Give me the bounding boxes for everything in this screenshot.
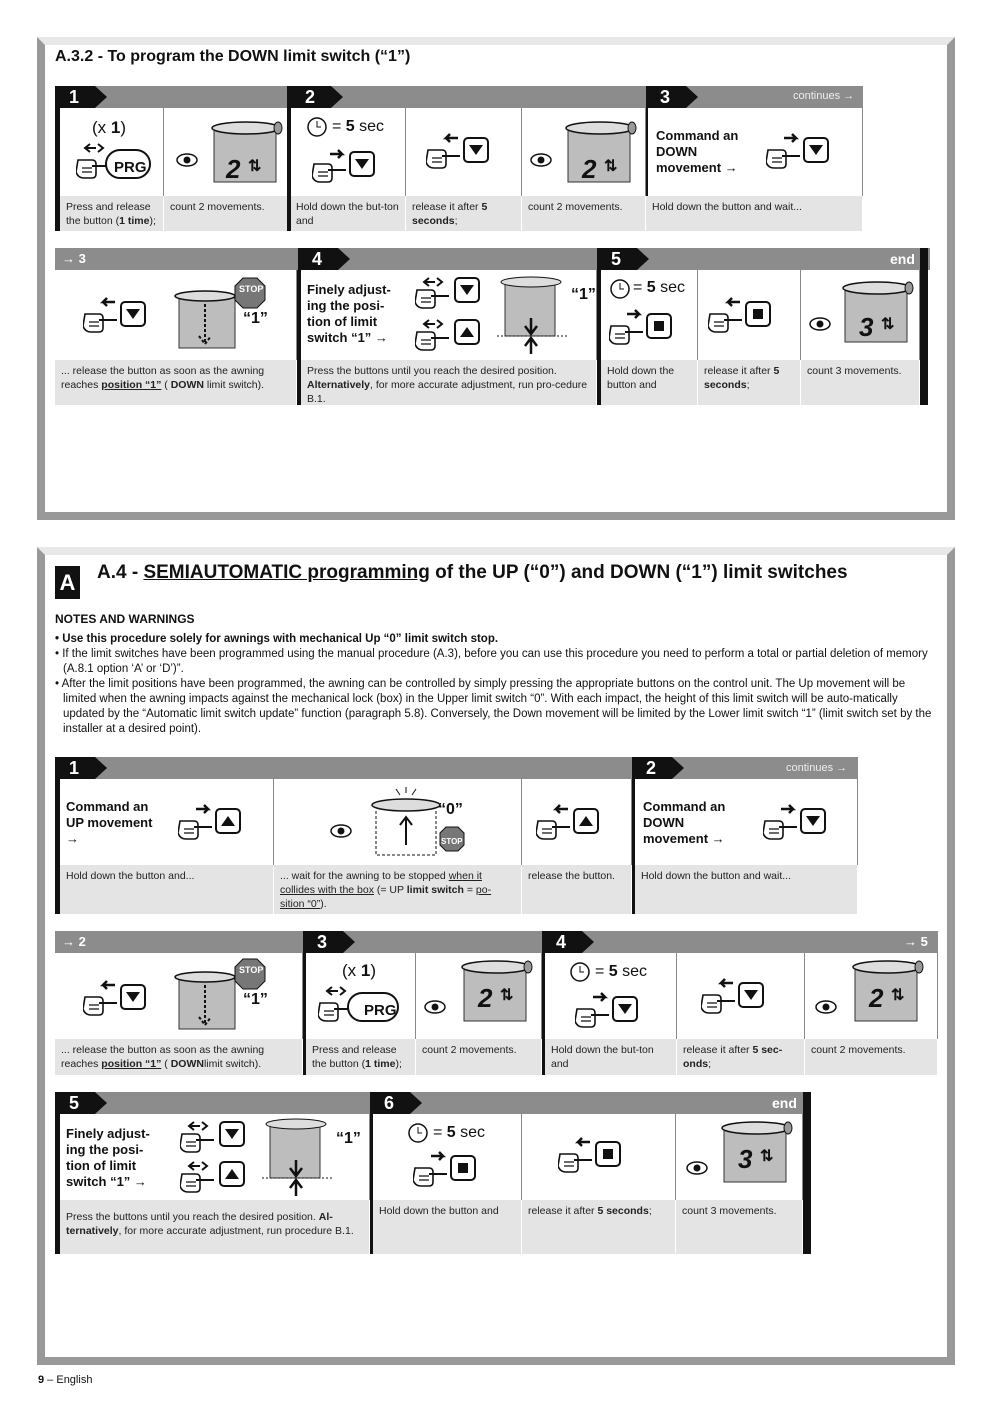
awning-icon xyxy=(206,120,286,190)
timer-label: = 5 sec xyxy=(332,118,385,135)
awning-icon xyxy=(837,280,917,350)
cell xyxy=(698,270,801,360)
note-item: • Use this procedure solely for awnings with mechanical Up “0” limit switch stop. xyxy=(55,633,499,645)
clock-icon xyxy=(407,1122,429,1144)
cell xyxy=(274,779,522,865)
stop-label: STOP xyxy=(239,965,264,975)
caption: count 2 movements. xyxy=(805,1039,938,1075)
cell xyxy=(646,108,863,196)
caption: count 2 movements. xyxy=(164,196,290,231)
caption: count 3 movements. xyxy=(676,1200,803,1254)
prg-label: PRG xyxy=(364,1002,397,1019)
step-label-4: 4 xyxy=(542,931,582,953)
step-label-6: 6 xyxy=(370,1092,410,1114)
caption: release it after 5 seconds; xyxy=(406,196,522,231)
caption: Press and release the button (1 time); xyxy=(303,1039,416,1075)
caption: count 2 movements. xyxy=(416,1039,542,1075)
caption: Hold down the button and xyxy=(370,1200,522,1254)
awning-icon xyxy=(847,959,927,1029)
up-button-icon xyxy=(180,1160,260,1200)
caption: Hold down the button and... xyxy=(60,865,274,914)
eye-icon xyxy=(176,152,200,168)
updown-arrows-icon: ⇅ xyxy=(891,987,905,1004)
caption: Press the buttons until you reach the desired position. Alternatively, for more accurate adjustment, run pro-cedure B.1. xyxy=(297,360,597,405)
command-up-text: Command an UP movement → xyxy=(66,799,153,846)
awning-up-stop-icon xyxy=(366,783,476,863)
movement-count: 3 xyxy=(859,312,874,342)
down-button-icon xyxy=(701,977,781,1021)
page-footer: 9 – English xyxy=(38,1374,93,1386)
eye-icon xyxy=(815,999,839,1015)
eye-icon xyxy=(686,1160,710,1176)
continues-label: continues → xyxy=(786,762,848,774)
cell xyxy=(597,270,698,360)
cell xyxy=(297,270,597,360)
up-button-icon xyxy=(415,318,495,358)
cell xyxy=(55,953,303,1039)
updown-arrows-icon: ⇅ xyxy=(881,316,895,333)
notes-title: NOTES AND WARNINGS xyxy=(55,612,195,626)
cell xyxy=(801,270,920,360)
awning-adjust-icon xyxy=(262,1116,342,1200)
cell xyxy=(370,1114,522,1200)
divider-bar xyxy=(920,248,928,405)
note-item: • After the limit positions have been programmed, the awning can be controlled by simply pressing the appropriate buttons on the control unit. The Up movement will be limited when the awning impacts against the mechanical lock (box) in the Upper limit switch “0”. With each impact, the height of this limit switch will be auto-matically updated by the “Automatic limit switch update” function (paragraph 5.8). Conversely, the Down movement will be limited by the Lower limit switch “1” (limit switch set by the installer at a desired point). xyxy=(55,678,932,735)
caption: count 3 movements. xyxy=(801,360,920,405)
step-label-1: 1 xyxy=(55,86,95,108)
cell xyxy=(522,1114,676,1200)
cell xyxy=(522,108,646,196)
cell xyxy=(290,108,406,196)
section-a4-title: A.4 - SEMIAUTOMATIC programming of the UP (“0”) and DOWN (“1”) limit switches xyxy=(97,562,848,583)
position-1-label: “1” xyxy=(336,1130,361,1147)
step-label-3: 3 xyxy=(303,931,343,953)
eye-icon xyxy=(424,999,448,1015)
cell xyxy=(55,270,297,360)
command-down-text: Command an DOWN movement → xyxy=(643,799,726,846)
position-0-label: “0” xyxy=(438,801,463,818)
caption: Hold down the button and wait... xyxy=(632,865,858,914)
movement-count: 2 xyxy=(582,154,597,184)
movement-count: 2 xyxy=(869,983,884,1013)
caption: release it after 5 seconds; xyxy=(698,360,801,405)
awning-adjust-icon xyxy=(497,274,577,358)
timer-label: = 5 sec xyxy=(433,1124,486,1141)
movement-count: 2 xyxy=(226,154,241,184)
notes-list xyxy=(55,632,939,737)
position-1-label: “1” xyxy=(243,991,268,1008)
cell xyxy=(522,779,632,865)
step-label-3: 3 xyxy=(646,86,686,108)
up-button-icon xyxy=(536,803,616,847)
up-button-icon xyxy=(178,803,258,847)
step-label-5: 5 xyxy=(55,1092,95,1114)
step-label-2: 2 xyxy=(632,757,672,779)
end-label: end xyxy=(772,1095,797,1111)
section-letter-badge: A xyxy=(55,566,80,599)
clock-icon xyxy=(306,116,328,138)
stop-button-icon xyxy=(609,308,689,352)
caption: Hold down the but-ton and xyxy=(542,1039,677,1075)
down-button-icon xyxy=(415,276,495,316)
caption: release it after 5 sec-onds; xyxy=(677,1039,805,1075)
eye-icon xyxy=(530,152,554,168)
step-label-2: 2 xyxy=(291,86,331,108)
times-label: (x 1) xyxy=(342,961,377,980)
clock-icon xyxy=(569,961,591,983)
times-label: (x 1) xyxy=(92,118,127,137)
caption: ... release the button as soon as the awning reaches position “1” ( DOWN limit switch). xyxy=(55,360,297,405)
cell xyxy=(60,1114,370,1200)
from-step-label: → 3 xyxy=(62,251,86,266)
caption: release it after 5 seconds; xyxy=(522,1200,676,1254)
cell xyxy=(542,953,677,1039)
prg-label: PRG xyxy=(114,159,147,176)
down-button-icon xyxy=(312,146,392,190)
stop-button-icon xyxy=(413,1150,493,1194)
from-step-label: → 2 xyxy=(62,934,86,949)
clock-icon xyxy=(609,278,631,300)
caption: count 2 movements. xyxy=(522,196,646,231)
timer-label: = 5 sec xyxy=(595,963,648,980)
timer-label: = 5 sec xyxy=(633,279,686,296)
step-label-5: 5 xyxy=(597,248,637,270)
updown-arrows-icon: ⇅ xyxy=(760,1148,774,1165)
caption: Press the buttons until you reach the desired position. Al-ternatively, for more accurate adjustment, run procedure B.1. xyxy=(60,1200,370,1254)
stop-button-icon xyxy=(708,296,788,340)
movement-count: 3 xyxy=(738,1144,753,1174)
cell xyxy=(676,1114,803,1200)
down-button-icon xyxy=(83,979,163,1023)
fine-adjust-text: Finely adjust-ing the posi-tion of limit switch “1” → xyxy=(66,1126,150,1189)
end-label: end xyxy=(890,251,915,267)
section-a32-title: A.3.2 - To program the DOWN limit switch (“1”) xyxy=(55,48,411,65)
cell xyxy=(632,779,858,865)
step-header-bar xyxy=(55,757,858,779)
cell xyxy=(164,108,290,196)
caption: ... release the button as soon as the awning reaches position “1” ( DOWNlimit switch). xyxy=(55,1039,303,1075)
continues-label: continues → xyxy=(793,90,855,102)
step-header-bar xyxy=(55,1092,811,1114)
position-1-label: “1” xyxy=(243,310,268,327)
divider-bar xyxy=(287,86,291,231)
updown-arrows-icon: ⇅ xyxy=(500,987,514,1004)
caption: ... wait for the awning to be stopped when it collides with the box (= UP limit switch = po-sition “0”). xyxy=(274,865,522,914)
cell xyxy=(303,953,416,1039)
caption: Hold down the button and wait... xyxy=(646,196,863,231)
caption: Hold down the button and xyxy=(597,360,698,405)
step-label-1: 1 xyxy=(55,757,95,779)
caption: Press and release the button (1 time); xyxy=(60,196,164,231)
caption: release the button. xyxy=(522,865,632,914)
down-button-icon xyxy=(763,803,843,847)
eye-icon xyxy=(330,823,354,839)
cell xyxy=(416,953,542,1039)
down-button-icon xyxy=(575,991,655,1035)
stop-label: STOP xyxy=(239,284,264,294)
caption: Hold down the but-ton and xyxy=(290,196,406,231)
updown-arrows-icon: ⇅ xyxy=(604,158,618,175)
down-button-icon xyxy=(180,1120,260,1160)
cell xyxy=(60,779,274,865)
stop-label: STOP xyxy=(441,837,463,846)
eye-icon xyxy=(809,316,833,332)
down-button-icon xyxy=(766,132,846,176)
movement-count: 2 xyxy=(478,983,493,1013)
to-step-label: → 5 xyxy=(904,934,928,949)
awning-icon xyxy=(716,1120,796,1196)
step-header-bar xyxy=(55,931,938,953)
position-1-label: “1” xyxy=(571,286,596,303)
down-button-icon xyxy=(83,296,163,340)
fine-adjust-text: Finely adjust-ing the posi-tion of limit switch “1” → xyxy=(307,282,391,345)
step-header-bar xyxy=(55,86,863,108)
cell xyxy=(677,953,805,1039)
step-label-4: 4 xyxy=(298,248,338,270)
cell xyxy=(406,108,522,196)
command-down-text: Command an DOWN movement → xyxy=(656,128,739,175)
awning-icon xyxy=(456,959,536,1029)
updown-arrows-icon: ⇅ xyxy=(248,158,262,175)
divider-bar xyxy=(803,1092,811,1254)
step-header-bar xyxy=(55,248,930,270)
stop-button-icon xyxy=(558,1136,638,1180)
down-button-icon xyxy=(426,132,506,176)
cell xyxy=(60,108,164,196)
cell xyxy=(805,953,938,1039)
awning-icon xyxy=(560,120,640,190)
note-item: • If the limit switches have been programmed using the manual procedure (A.3), before you can use this procedure you need to perform a total or partial deletion of memory (A.8.1 option ‘A’ or ‘D’)”. xyxy=(55,648,928,675)
